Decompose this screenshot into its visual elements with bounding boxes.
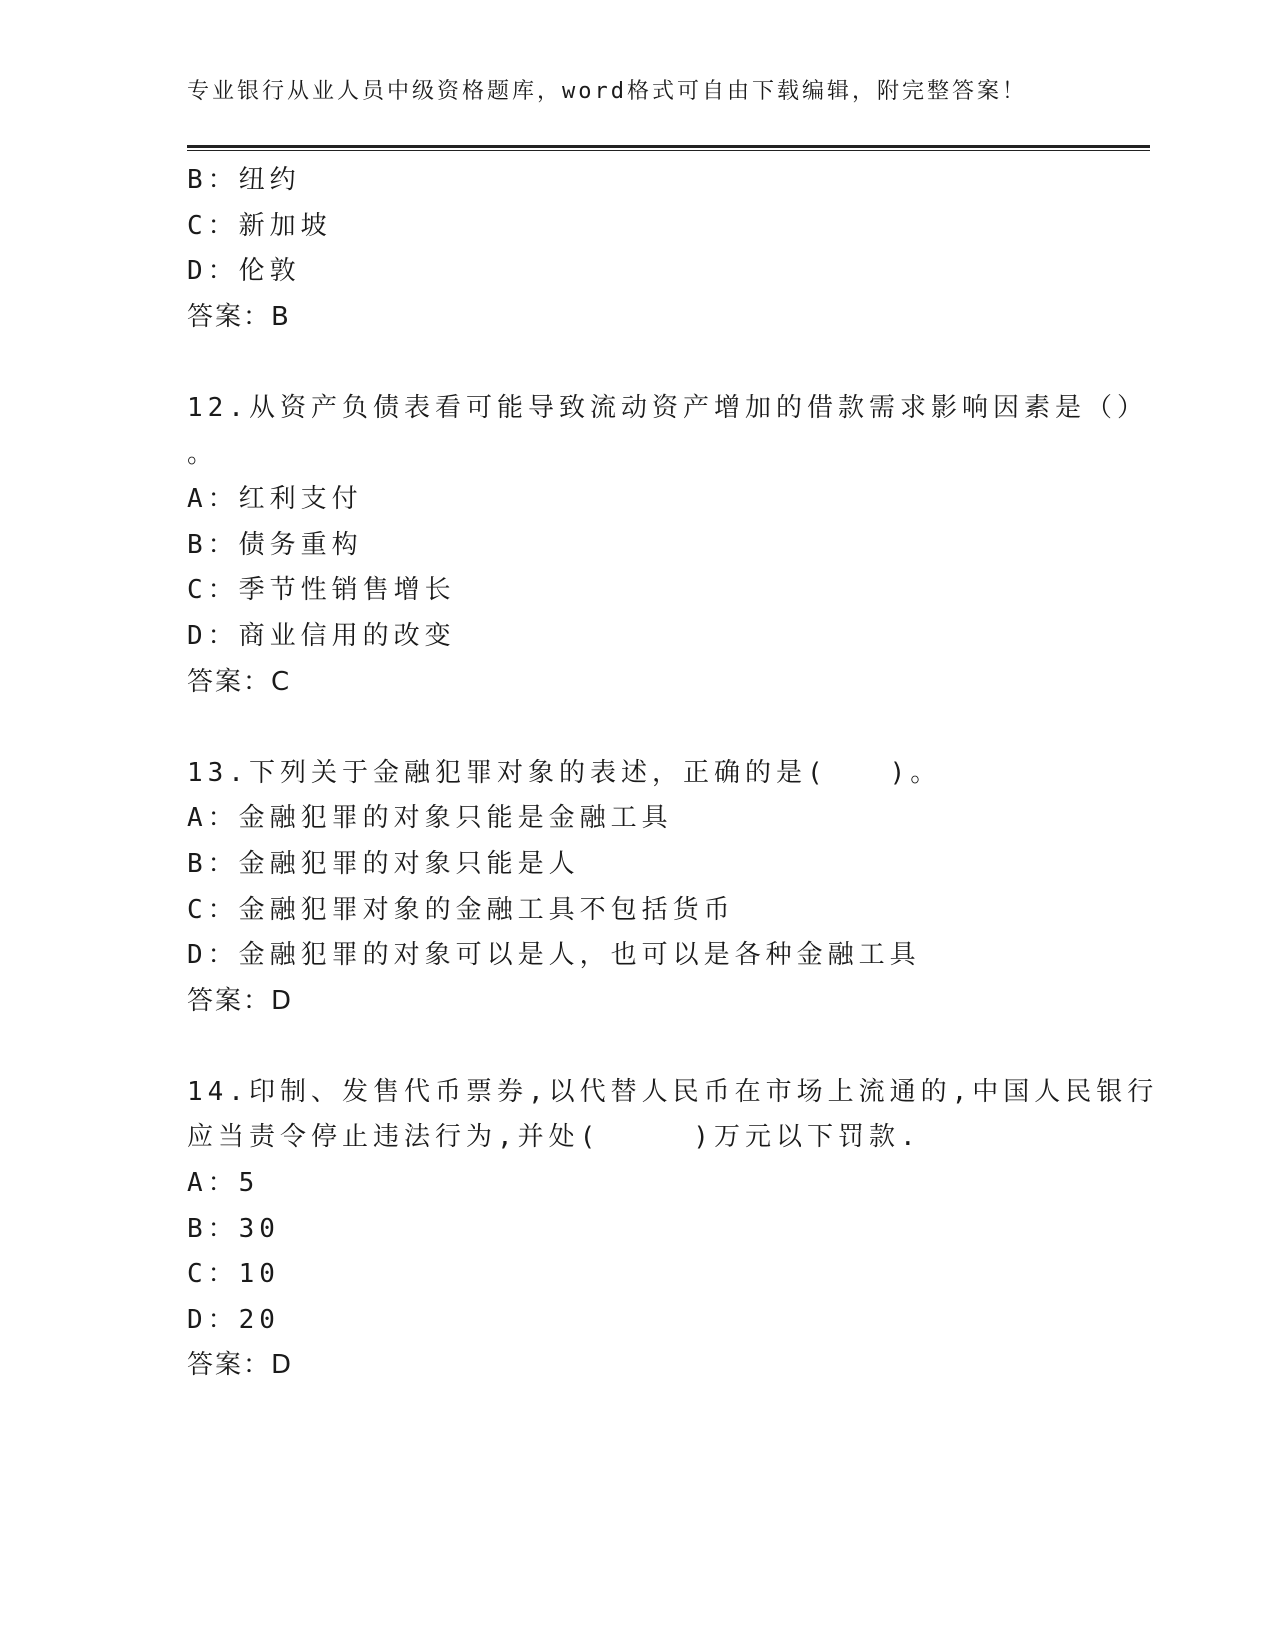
option-d: D：商业信用的改变	[187, 620, 456, 651]
option-a: A：红利支付	[187, 484, 363, 515]
option-c: C：金融犯罪对象的金融工具不包括货币	[187, 894, 735, 925]
question-12	[187, 386, 1148, 705]
header-rule-thick	[187, 145, 1150, 148]
question-stem: 12.从资产负债表看可能导致流动资产增加的借款需求影响因素是（）	[187, 392, 1148, 423]
page-header: 专业银行从业人员中级资格题库，word格式可自由下载编辑，附完整答案！	[187, 79, 1027, 104]
question-14	[187, 1070, 1159, 1389]
option-b: B：金融犯罪的对象只能是人	[187, 848, 580, 879]
option-a: A：5	[187, 1168, 260, 1199]
option-b: B：30	[187, 1213, 280, 1244]
option-c: C：新加坡	[187, 210, 332, 241]
spacer	[187, 1024, 1087, 1070]
answer: 答案：D	[187, 985, 294, 1016]
question-13	[187, 751, 1087, 1025]
option-b: B：纽约	[187, 165, 301, 195]
answer: 答案：C	[187, 666, 292, 697]
question-11	[187, 158, 1087, 340]
spacer	[187, 705, 1087, 751]
answer: 答案：B	[187, 301, 291, 332]
option-c: C：季节性销售增长	[187, 575, 456, 606]
answer: 答案：D	[187, 1350, 294, 1381]
option-d: D：金融犯罪的对象可以是人，也可以是各种金融工具	[187, 940, 921, 971]
option-c: C：10	[187, 1259, 280, 1290]
question-stem-continuation: 。	[187, 438, 214, 469]
option-d: D：20	[187, 1304, 280, 1335]
header-rule-thin	[187, 150, 1150, 151]
question-stem: 13.下列关于金融犯罪对象的表述，正确的是( )。	[187, 757, 942, 788]
question-stem-line-2: 应当责令停止违法行为,并处( )万元以下罚款.	[187, 1122, 921, 1153]
option-d: D：伦敦	[187, 256, 301, 287]
spacer	[187, 340, 1087, 386]
question-stem: 14.印制、发售代币票券,以代替人民币在市场上流通的,中国人民银行	[187, 1076, 1159, 1107]
question-content	[187, 158, 1159, 1389]
option-b: B：债务重构	[187, 529, 363, 560]
option-a: A：金融犯罪的对象只能是金融工具	[187, 803, 673, 834]
